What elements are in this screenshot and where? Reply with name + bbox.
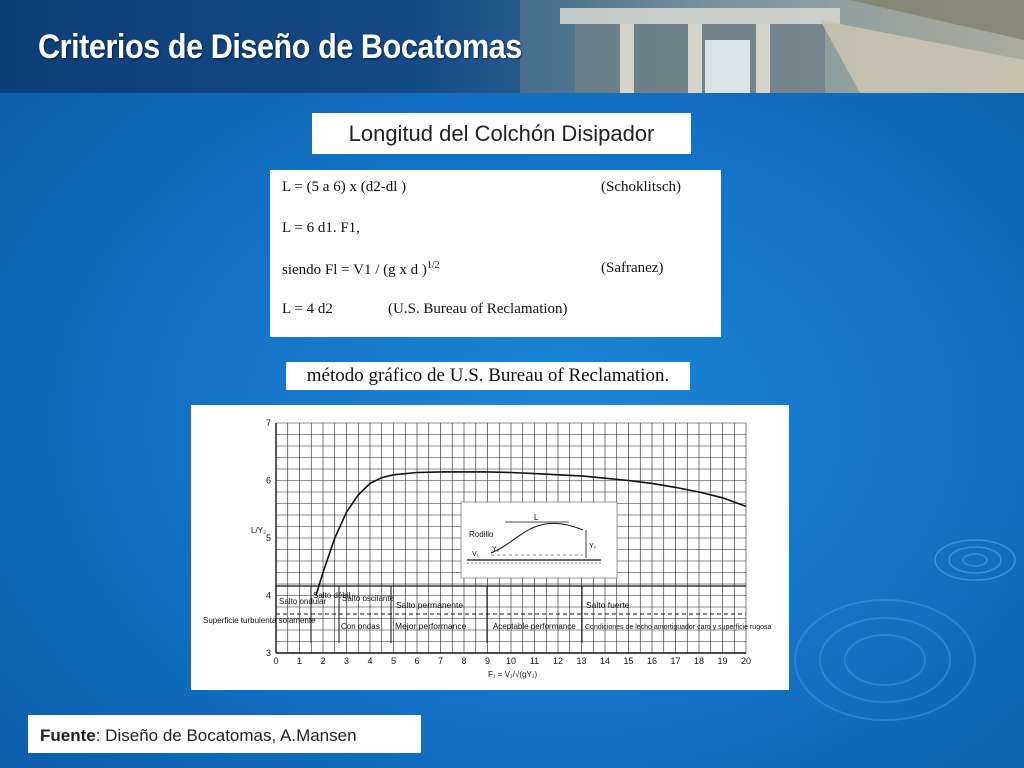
region-label-salto-debil: Salto débil [313, 591, 351, 600]
formula-usbr [282, 301, 333, 318]
formula-reference: (Schoklitsch) [601, 179, 681, 195]
formula-expression: siendo Fl = V1 / (g x d ) [282, 262, 427, 278]
region-label-aceptable-performance: Aceptable performance [493, 622, 576, 631]
formula-exponent: 1/2 [426, 260, 440, 271]
inset-label-v1: V₁ [472, 551, 480, 558]
y-tick-label: 3 [265, 648, 271, 658]
section-subtitle: Longitud del Colchón Disipador [312, 113, 691, 154]
x-tick-label: 15 [623, 656, 634, 666]
source-label: Fuente [40, 726, 96, 745]
x-tick-label: 10 [505, 656, 517, 666]
inset-label-y1: Y₁ [492, 546, 500, 553]
x-tick-label: 18 [693, 656, 705, 666]
inset-label-l: L [534, 513, 539, 522]
header-banner [0, 0, 1024, 93]
x-tick-label: 1 [296, 656, 303, 666]
page-title: Criterios de Diseño de Bocatomas [38, 28, 522, 66]
chart-svg [191, 405, 789, 690]
jump-length-chart [191, 405, 789, 690]
hydraulic-jump-inset [461, 502, 617, 578]
x-tick-label: 13 [576, 656, 587, 666]
region-label-con-ondas: Con ondas [341, 622, 380, 631]
x-tick-label: 2 [320, 656, 326, 666]
x-tick-label: 0 [273, 656, 279, 666]
y-tick-label: 4 [265, 590, 271, 601]
x-tick-label: 5 [390, 656, 397, 666]
x-tick-label: 11 [529, 656, 540, 666]
x-tick-label: 9 [484, 656, 491, 666]
x-tick-label: 4 [367, 656, 373, 666]
region-label-salto-oscilante: Salto oscilante [342, 594, 395, 603]
formula-expression: L = 4 d2 [282, 301, 333, 317]
inset-label-rodillo: Rodillo [469, 530, 494, 539]
region-label-mejor-performance: Mejor performance [395, 621, 467, 631]
x-tick-label: 16 [646, 656, 658, 666]
formula-reference: (Safranez) [601, 260, 664, 276]
x-tick-label: 17 [670, 656, 681, 666]
x-tick-label: 20 [740, 656, 752, 666]
region-label-salto-permanente: Salto permanente [396, 600, 464, 610]
y-axis-label: L/Y₂ [251, 526, 267, 535]
x-axis-label: F₁ = V₁/√(gY₁) [488, 670, 538, 679]
x-tick-label: 8 [461, 656, 467, 666]
inset-label-y2: Y₂ [589, 543, 597, 550]
formula-expression: L = (5 a 6) x (d2-dl ) [282, 179, 407, 195]
x-tick-labels [273, 656, 751, 666]
x-tick-label: 3 [343, 656, 350, 666]
region-label-superficie-turbulenta: Superficie turbulenta solamente [203, 616, 316, 625]
x-tick-label: 7 [437, 656, 444, 666]
region-label-salto-ondular: Salto ondular [279, 597, 327, 606]
y-tick-label: 7 [265, 418, 271, 428]
region-label-condiciones-lecho: Condiciones de lecho amortiguador caro y superficie rugosa [585, 624, 772, 631]
x-tick-label: 14 [599, 656, 611, 666]
region-label-salto-fuerte: Salto fuerte [586, 600, 630, 610]
source-citation [28, 715, 421, 753]
formula-6d1 [282, 220, 360, 237]
ripple-decoration [790, 590, 980, 730]
y-tick-label: 6 [265, 475, 271, 486]
x-tick-label: 6 [414, 656, 420, 666]
formula-reference: (U.S. Bureau of Reclamation) [388, 301, 568, 317]
formula-panel [270, 170, 721, 337]
x-tick-label: 19 [717, 656, 728, 666]
y-tick-label: 5 [265, 533, 271, 543]
x-tick-label: 12 [552, 656, 564, 666]
method-label: método gráfico de U.S. Bureau of Reclamation. [286, 362, 690, 390]
formula-froude [282, 260, 440, 279]
ripple-decoration [930, 520, 1020, 600]
formula-expression: L = 6 d1. F1, [282, 220, 360, 236]
source-text: : Diseño de Bocatomas, A.Mansen [95, 726, 357, 745]
formula-schoklitsch [282, 179, 406, 196]
